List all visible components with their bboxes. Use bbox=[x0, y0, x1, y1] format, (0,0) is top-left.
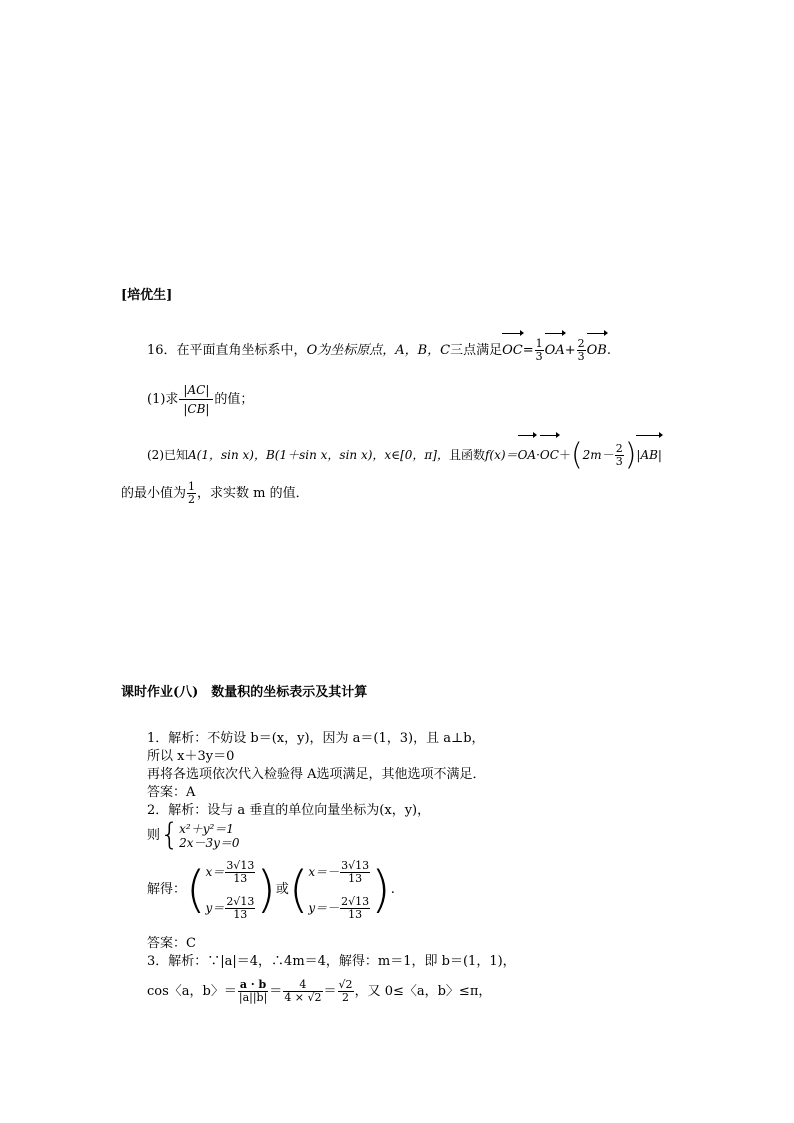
fraction-two-thirds: $\frac{2}{3}$ bbox=[577, 337, 585, 363]
solution-1-line-1: 1．解析：不妨设 b＝(x，y)，因为 a＝(1，3)，且 a⊥b， bbox=[147, 731, 485, 746]
section-header: [培优生] bbox=[121, 288, 173, 303]
solution-1-answer: 答案：A bbox=[147, 785, 196, 800]
problem-16-part-2-line-2: 的最小值为 $\frac{1}{2}$ ，求实数 m 的值． bbox=[121, 480, 309, 506]
homework-title: 课时作业(八) 数量积的坐标表示及其计算 bbox=[121, 685, 368, 700]
solution-2-result: 解得：( x＝ $\frac{3√13}{13}$ y＝ $\frac{2√13}{13}$ )或( x＝－ $\frac{3√13}{13}$ y＝－ $\frac{2√13}{13}$ ). bbox=[147, 858, 395, 921]
solution-1-line-2: 所以 x＋3y＝0 bbox=[147, 749, 235, 764]
vector-oc-2: OC bbox=[540, 438, 559, 472]
fraction-two-thirds-2: $\frac{2}{3}$ bbox=[615, 442, 623, 468]
solution-2-system: 则{ x²＋y²＝1 2x－3y＝0 bbox=[147, 817, 240, 853]
vector-oa: OA bbox=[545, 336, 565, 366]
fraction-dot-over-magnitudes: $\frac{a \cdot b}{|a||b|}$ bbox=[238, 978, 268, 1004]
problem-16-part-2: (2)已知A(1，sin x)，B(1＋sin x，sin x)，x∈[0，π]，且函数f(x)＝OA·OC＋(2m－ $\frac{2}{3}$ )|AB| bbox=[147, 437, 662, 473]
vector-ob: OB bbox=[587, 336, 607, 366]
vector-oa-2: OA bbox=[518, 438, 537, 472]
problem-16-part-1: (1)求 $\frac{|AC|}{|CB|}$ 的值； bbox=[147, 383, 254, 416]
solution-1-line-3: 再将各选项依次代入检验得 A选项满足，其他选项不满足． bbox=[147, 767, 486, 782]
fraction-one-half: $\frac{1}{2}$ bbox=[188, 480, 196, 506]
vector-ab-magnitude: |AB| bbox=[636, 438, 662, 472]
fraction-root-two-over-two: $\frac{√2}{2}$ bbox=[338, 978, 353, 1004]
problem-number: 16． bbox=[147, 343, 177, 358]
vector-oc: OC bbox=[502, 336, 523, 366]
solution-3-line-1: 3．解析：∵|a|＝4，∴4m＝4，解得：m＝1，即 b＝(1，1)， bbox=[147, 954, 516, 969]
solution-2-answer: 答案：C bbox=[147, 936, 196, 951]
fraction-one-third: $\frac{1}{3}$ bbox=[535, 337, 543, 363]
fraction-four-over-four-root-two: $\frac{4}{4 \times √2}$ bbox=[284, 978, 322, 1004]
problem-16-statement: 16．在平面直角坐标系中，O为坐标原点，A，B，C三点满足OC= $\frac{1}{3}$ OA+ $\frac{2}{3}$ OB. bbox=[147, 336, 611, 366]
fraction-ac-over-cb: $\frac{|AC|}{|CB|}$ bbox=[179, 381, 213, 418]
solution-2-line-1: 2．解析：设与 a 垂直的单位向量坐标为(x，y)， bbox=[147, 803, 431, 818]
solution-3-cosine: cos〈a，b〉＝ $\frac{a \cdot b}{|a||b|}$ ＝ $\frac{4}{4 \times √2}$ ＝ $\frac{√2}{2}$ ，又 0≤〈a，b〉≤π， bbox=[147, 978, 492, 1004]
